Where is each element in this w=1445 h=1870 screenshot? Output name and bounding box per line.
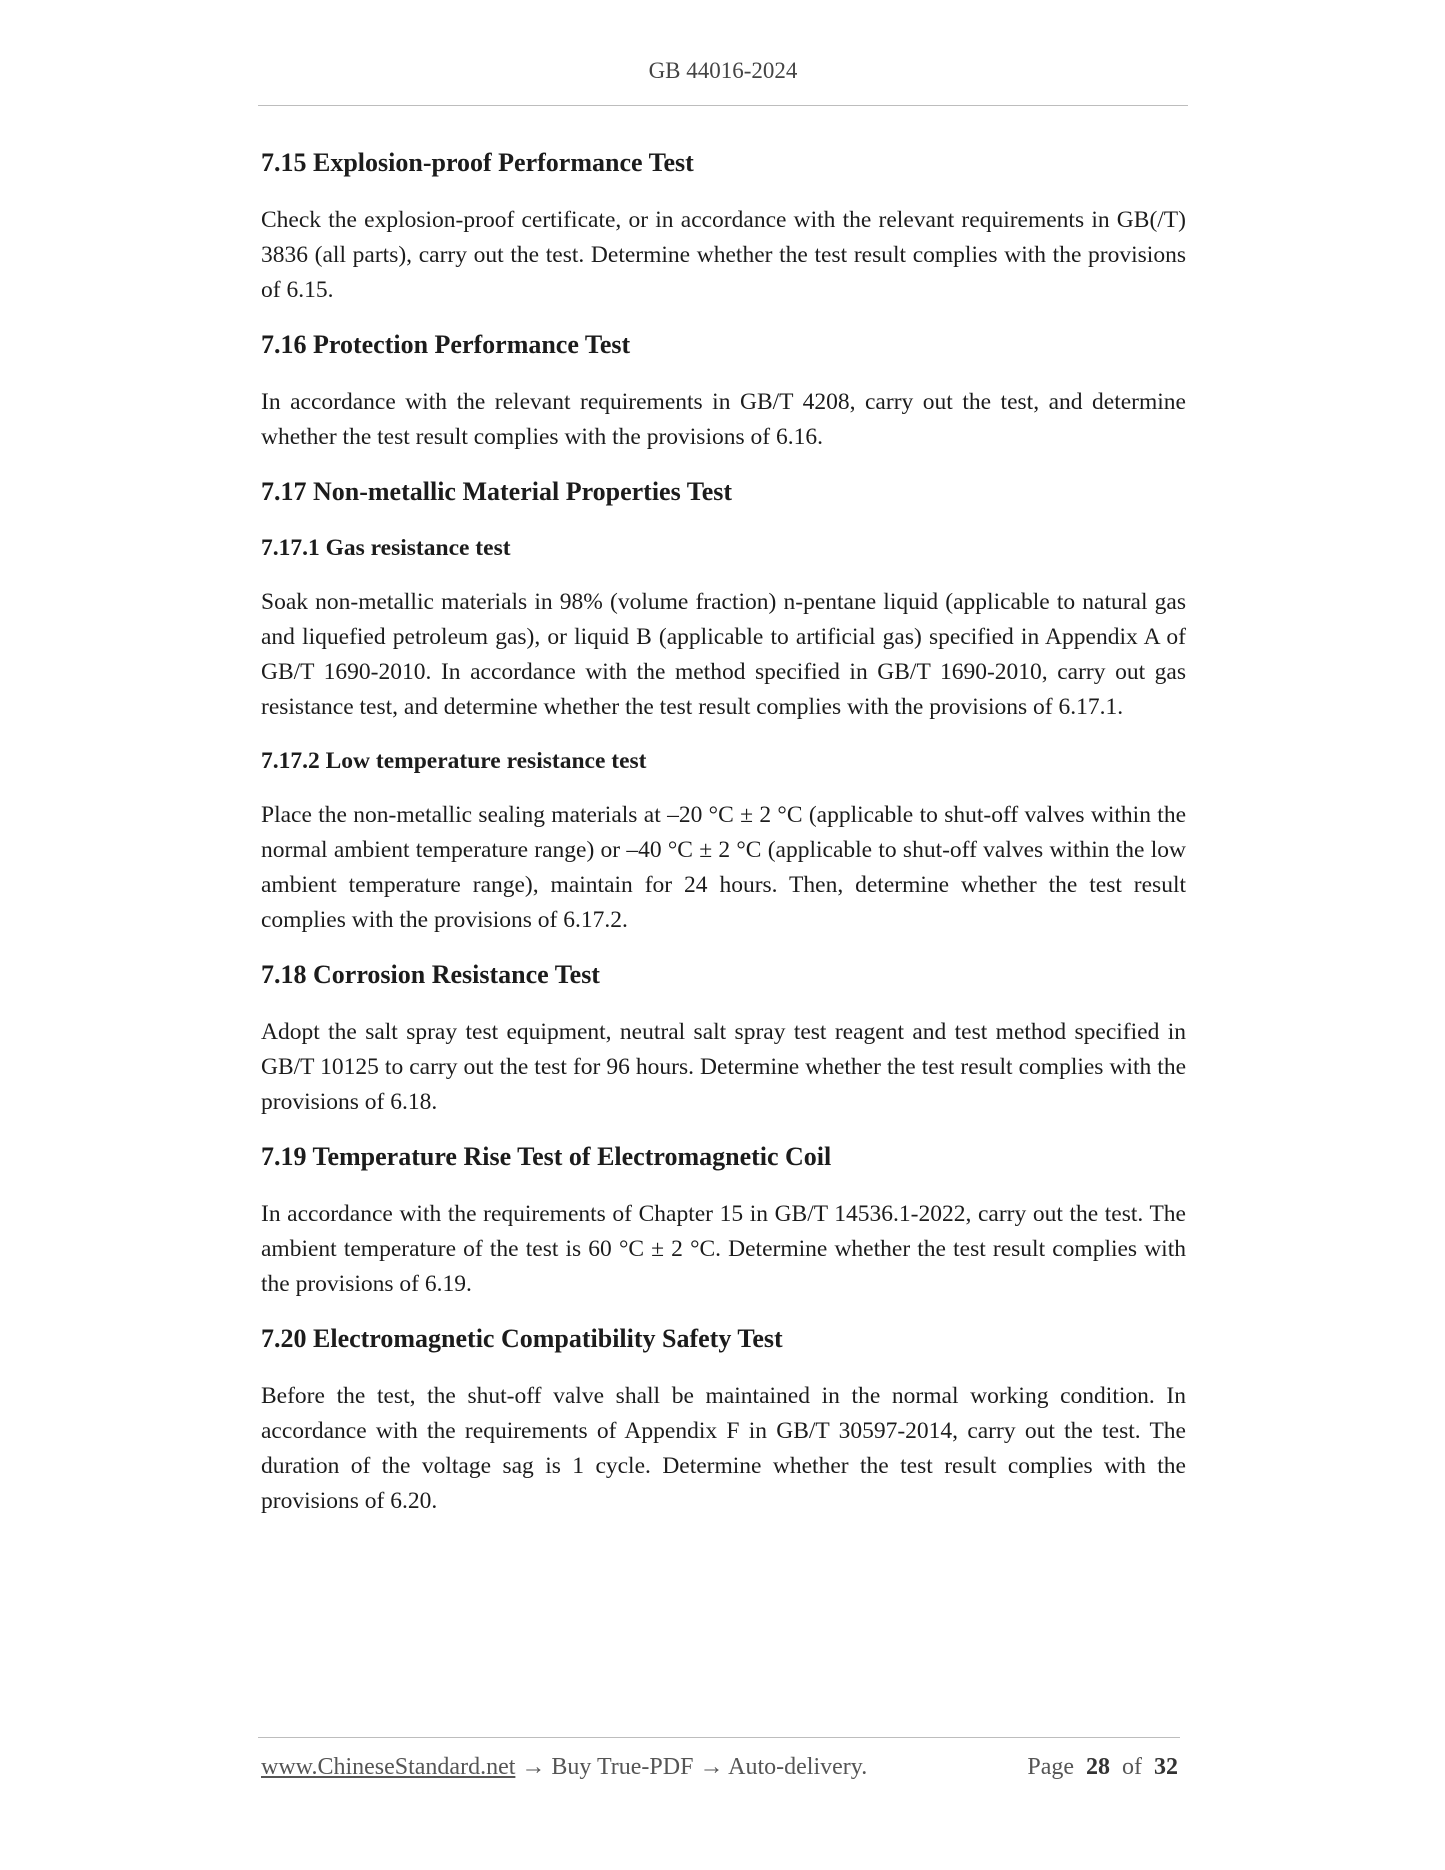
page-label: Page [1027,1754,1074,1780]
section-heading-7-15: 7.15 Explosion-proof Performance Test [261,148,694,177]
subsection-body-7-17-1: Soak non-metallic materials in 98% (volume fraction) n-pentane liquid (applicable to natural gas and liquefied petroleum gas), or liquid B (applicable to artificial gas) specified in Appendix A of GB/T 1690-2010. In accordance with the method specified in GB/T 1690-2010, carry out gas resistance test, and determine whether the test result complies with the provisions of 6.17.1. [261,589,1186,720]
footer-divider [258,1737,1180,1738]
section-heading-7-20: 7.20 Electromagnetic Compatibility Safety Test [261,1324,783,1353]
buy-pdf-text: Buy True-PDF [551,1754,694,1780]
section-body-7-19: In accordance with the requirements of Chapter 15 in GB/T 14536.1-2022, carry out the test. The ambient temperature of the test is 60 °C ± 2 °C. Determine whether the test result complies with the provisions of 6.19. [261,1201,1186,1297]
document-body [261,146,1186,1539]
footer-promo [261,1754,867,1781]
section-body-7-16: In accordance with the relevant requirements in GB/T 4208, carry out the test, and determine whether the test result complies with the provisions of 6.16. [261,389,1186,450]
section-body-7-18: Adopt the salt spray test equipment, neutral salt spray test reagent and test method specified in GB/T 10125 to carry out the test for 96 hours. Determine whether the test result complies with the provisions of 6.18. [261,1019,1186,1115]
section-body-7-20: Before the test, the shut-off valve shall be maintained in the normal working condition. In accordance with the requirements of Appendix F in GB/T 30597-2014, carry out the test. The duration of the voltage sag is 1 cycle. Determine whether the test result complies with the provisions of 6.20. [261,1383,1186,1514]
subsection-body-7-17-2: Place the non-metallic sealing materials at –20 °C ± 2 °C (applicable to shut-off valves within the normal ambient temperature range) or –40 °C ± 2 °C (applicable to shut-off valves within the low ambient temperature range), maintain for 24 hours. Then, determine whether the test result complies with the provisions of 6.17.2. [261,802,1186,933]
subsection-heading-7-17-1: 7.17.1 Gas resistance test [261,535,511,561]
section-heading-7-16: 7.16 Protection Performance Test [261,330,631,359]
arrow-icon: → [699,1754,724,1780]
total-pages: 32 [1154,1754,1178,1780]
subsection-heading-7-17-2: 7.17.2 Low temperature resistance test [261,748,647,774]
section-body-7-15: Check the explosion-proof certificate, or in accordance with the relevant requirements in GB(/T) 3836 (all parts), carry out the test. Determine whether the test result complies with the provisions of 6.15. [261,207,1186,303]
header-divider [258,105,1188,106]
section-heading-7-17: 7.17 Non-metallic Material Properties Test [261,477,733,506]
current-page: 28 [1086,1754,1110,1780]
of-label: of [1122,1754,1142,1780]
page-number [1027,1754,1178,1781]
website-link[interactable]: www.ChineseStandard.net [261,1754,516,1780]
arrow-icon: → [521,1754,546,1780]
page-header: GB 44016-2024 [648,58,798,83]
section-heading-7-19: 7.19 Temperature Rise Test of Electromagnetic Coil [261,1142,832,1171]
auto-delivery-text: Auto-delivery. [728,1754,868,1780]
section-heading-7-18: 7.18 Corrosion Resistance Test [261,960,600,989]
